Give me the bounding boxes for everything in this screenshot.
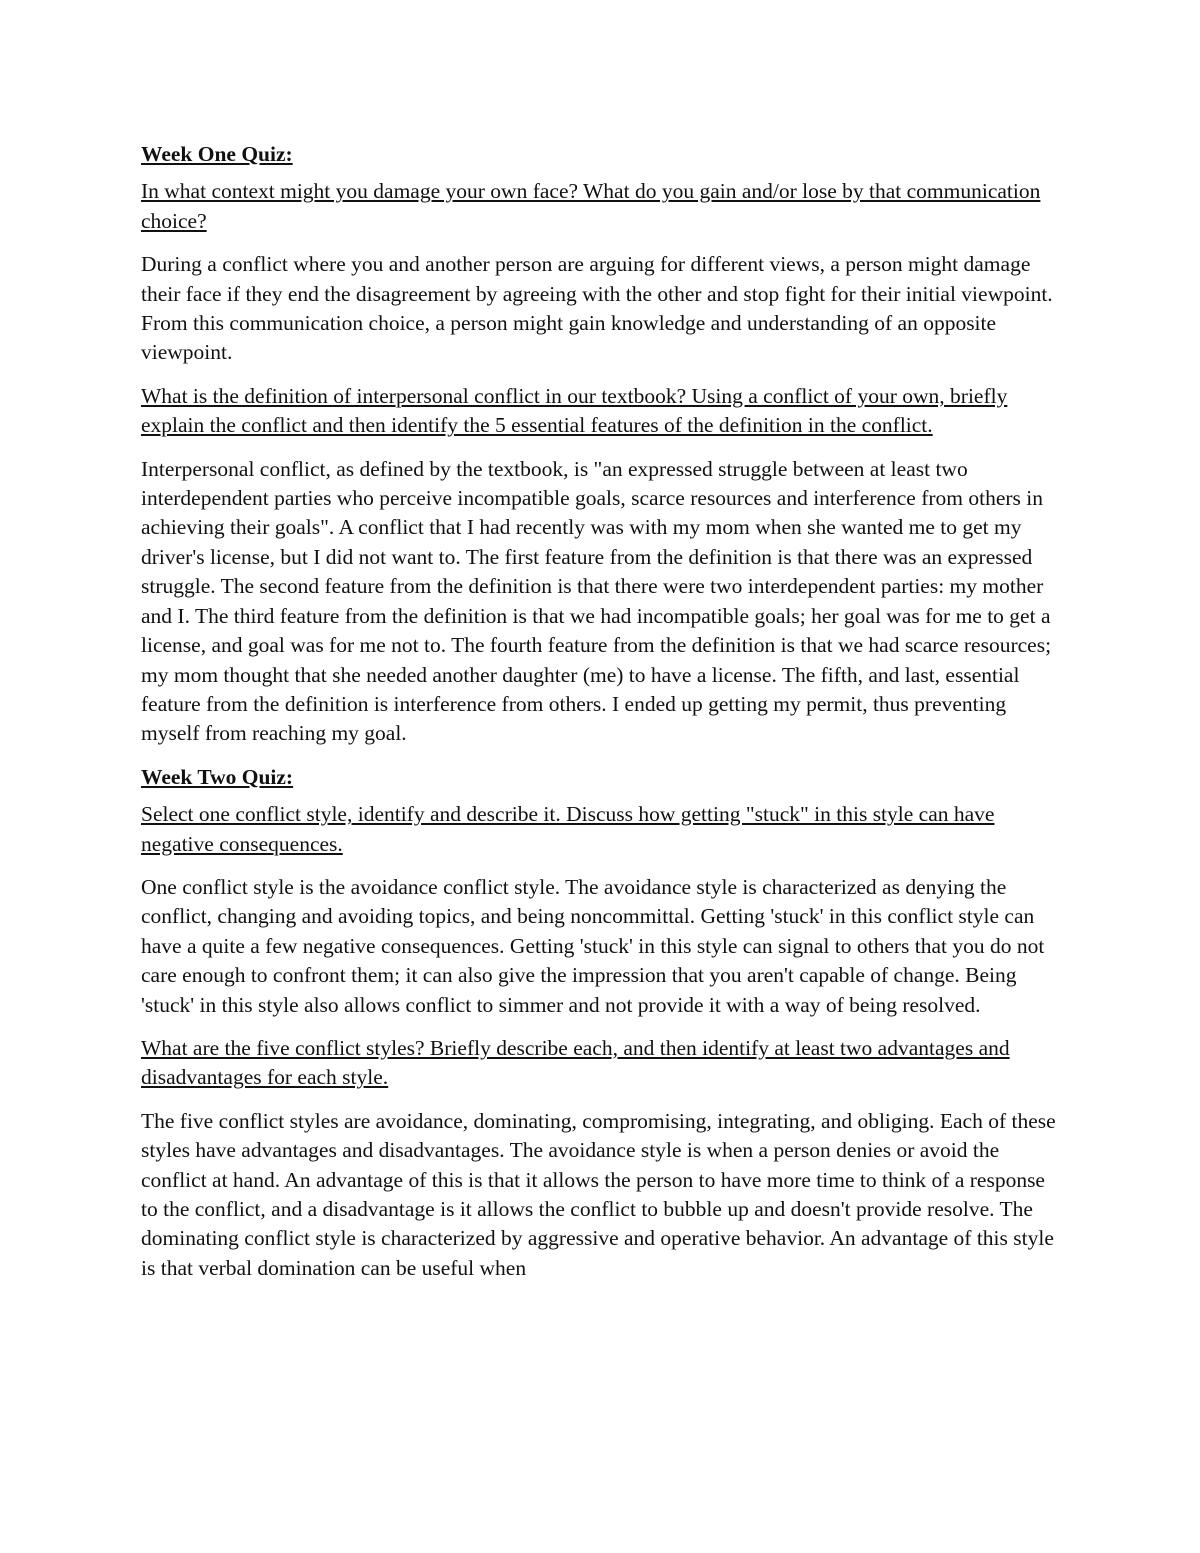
answer-interpersonal-conflict: Interpersonal conflict, as defined by the textbook, is "an expressed struggle between at least two interdependent parties who perceive incompatible goals, scarce resources and interference from others in achieving their goals". A conflict that I had recently was with my mom when she wanted me to get my driver's license, but I did not want to. The first feature from the definition is that there was an expressed struggle. The second feature from the definition is that there were two interdependent parties: my mother and I. The third feature from the definition is that we had incompatible goals; her goal was for me to get a license, and goal was for me not to. The fourth feature from the definition is that we had scarce resources; my mom thought that she needed another daughter (me) to have a license. The fifth, and last, essential feature from the definition is interference from others. I ended up getting my permit, thus preventing myself from reaching my goal. <box>141 456 1052 746</box>
answer-conflict-style: One conflict style is the avoidance conflict style. The avoidance style is characterized as denying the conflict, changing and avoiding topics, and being noncommittal. Getting 'stuck' in this conflict style can have a quite a few negative consequences. Getting 'stuck' in this style can signal to others that you do not care enough to confront them; it can also give the impression that you aren't capable of change. Being 'stuck' in this style also allows conflict to simmer and not provide it with a way of being resolved. <box>141 874 1045 1017</box>
question-conflict-style: Select one conflict style, identify and describe it. Discuss how getting "stuck" in this style can have negative consequences. <box>141 802 995 856</box>
answer-face: During a conflict where you and another person are arguing for different views, a person might damage their face if they end the disagreement by agreeing with the other and stop fight for their initial viewpoint. From this communication choice, a person might gain knowledge and understanding of an opposite viewpoint. <box>141 252 1053 365</box>
section-heading-week-one: Week One Quiz: <box>141 142 293 166</box>
answer-five-styles: The five conflict styles are avoidance, dominating, compromising, integrating, and obliging. Each of these styles have advantages and disadvantages. The avoidance style is when a person denies or avoid the conflict at hand. An advantage of this is that it allows the person to have more time to think of a response to the conflict, and a disadvantage is it allows the conflict to bubble up and doesn't provide resolve. The dominating conflict style is characterized by aggressive and operative behavior. An advantage of this style is that verbal domination can be useful when <box>141 1108 1056 1280</box>
section-heading-week-two: Week Two Quiz: <box>141 764 294 789</box>
question-five-styles: What are the five conflict styles? Briefly describe each, and then identify at least two advantages and disadvantages for each style. <box>141 1035 1010 1090</box>
question-face: In what context might you damage your own face? What do you gain and/or lose by that communication choice? <box>141 179 1041 233</box>
document-body <box>141 140 1066 1297</box>
question-interpersonal-conflict: What is the definition of interpersonal conflict in our textbook? Using a conflict of your own, briefly explain the conflict and then identify the 5 essential features of the definition in the conflict. <box>141 383 1008 438</box>
